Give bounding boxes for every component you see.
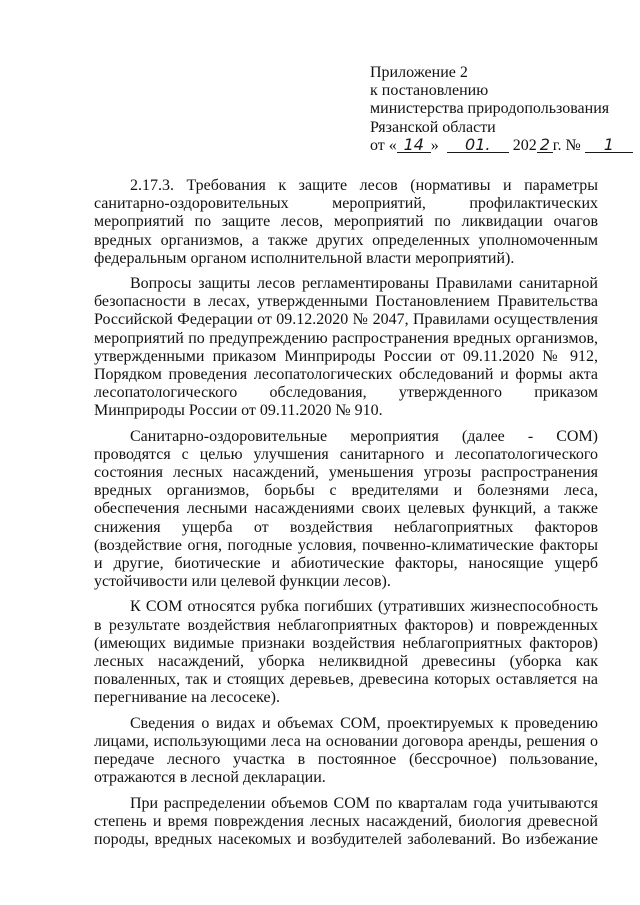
paragraph-som-declaration: Сведения о видах и объемах СОМ, проектируемых к проведению лицами, использующими леса на основании договора аренды, решения о передаче лесного участка в постоянное (бессрочное) пользование, отражаются в лесной декларации. xyxy=(94,714,598,787)
handwritten-number: 1 xyxy=(585,138,633,153)
handwritten-month: 01. xyxy=(447,138,509,153)
handwritten-day: 14 xyxy=(397,138,431,153)
document-body xyxy=(94,177,598,856)
paragraph-section-heading: 2.17.3. Требования к защите лесов (нормативы и параметры санитарно-оздоровительных мероприятий, профилактических мероприятий по защите лесов, мероприятий по ликвидации очагов вредных организмов, а также других определенных уполномоченным федеральным органом исполнительной власти мероприятий). xyxy=(94,177,598,267)
appendix-line-region: Рязанской области xyxy=(370,118,496,136)
date-day-close: » xyxy=(430,136,439,154)
appendix-date-line xyxy=(370,134,620,155)
date-prefix: от « xyxy=(370,136,397,154)
year-prefix: 202 xyxy=(512,136,537,154)
appendix-line-ministry: министерства природопользования xyxy=(370,100,610,118)
paragraph-regulations: Вопросы защиты лесов регламентированы Правилами санитарной безопасности в лесах, утвержденными Постановлением Правительства Российской Федерации от 09.12.2020 № 2047, Правилами осуществления мероприятий по предупреждению распространения вредных организмов, утвержденными приказом Минприроды России от 09.11.2020 № 912, Порядком проведения лесопатологических обследований и формы акта лесопатологического обследования, утвержденного приказом Минприроды России от 09.11.2020 № 910. xyxy=(94,275,598,420)
appendix-title: Приложение 2 xyxy=(370,64,468,81)
year-suffix: г. № xyxy=(552,136,581,154)
handwritten-year-digit: 2 xyxy=(537,138,553,153)
paragraph-som-definition: Санитарно-оздоровительные мероприятия (далее - СОМ) проводятся с целью улучшения санитарного и лесопатологического состояния лесных насаждений, уменьшения угрозы распространения вредных организмов, борьбы с вредителями и болезнями леса, обеспечения лесными насаждениями своих целевых функций, а также снижения ущерба от воздействия неблагоприятных факторов (воздействие огня, погодные условия, почвенно-климатические факторы и другие, биотические и абиотические факторы, наносящие ущерб устойчивости или целевой функции лесов). xyxy=(94,427,598,591)
appendix-header xyxy=(370,64,620,155)
paragraph-som-distribution: При распределении объемов СОМ по кварталам года учитываются степень и время повреждения лесных насаждений, биология древесной породы, вредных насекомых и возбудителей заболеваний. Во избежание xyxy=(94,794,598,848)
paragraph-som-types: К СОМ относятся рубка погибших (утративших жизнеспособность в результате воздействия неблагоприятных факторов) и поврежденных (имеющих видимые признаки воздействия неблагоприятных факторов) лесных насаждений, уборка неликвидной древесины (уборка как поваленных, так и стоящих деревьев, древесина которых оставляется на перегнивание на лесосеке). xyxy=(94,598,598,707)
appendix-line-resolution: к постановлению xyxy=(370,82,489,100)
